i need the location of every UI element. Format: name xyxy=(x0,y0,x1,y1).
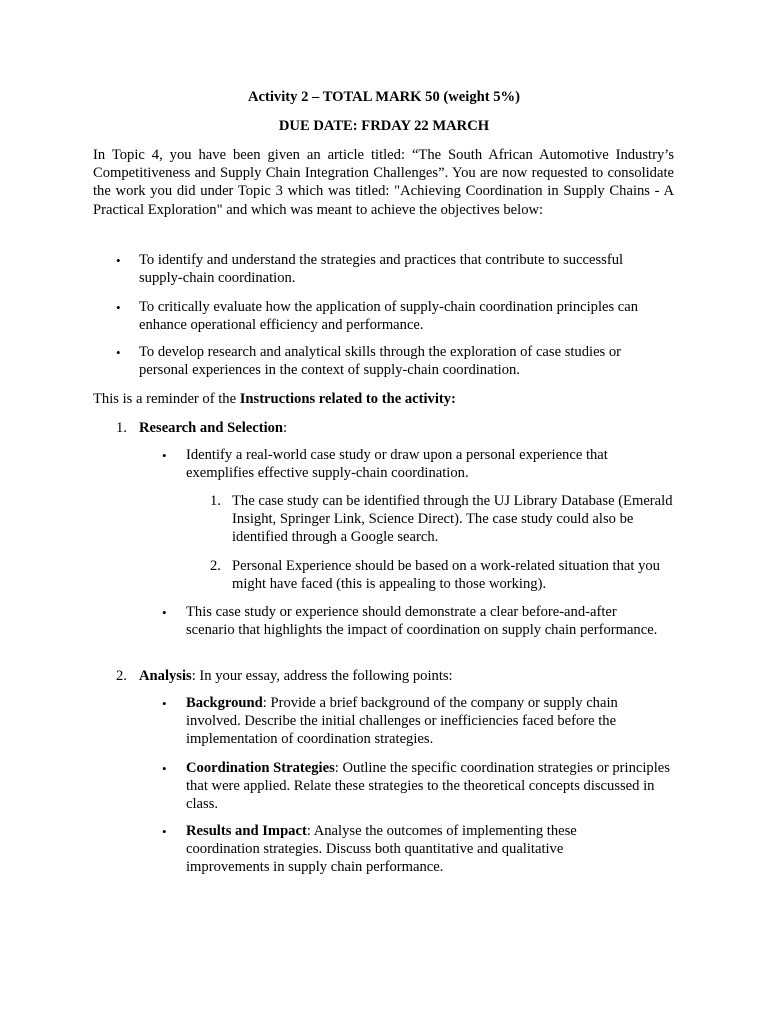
bullet-icon: • xyxy=(116,300,121,315)
objective-item: To critically evaluate how the application of supply-chain coordination principles can enhance operational efficiency and performance. xyxy=(139,299,639,334)
section-heading-line xyxy=(139,667,679,685)
section-heading: Analysis xyxy=(139,668,192,684)
objective-item: To identify and understand the strategies and practices that contribute to successful supply-chain coordination. xyxy=(139,252,624,287)
objective-item: To develop research and analytical skills through the exploration of case studies or personal experiences in the context of supply-chain coordination. xyxy=(139,344,622,379)
bullet-icon: • xyxy=(162,696,167,711)
section-bullet: Identify a real-world case study or draw upon a personal experience that exemplifies effective supply-chain coordination. xyxy=(186,447,608,482)
subitem-text: Personal Experience should be based on a work-related situation that you might have faced (this is appealing to those working). xyxy=(232,558,660,593)
bullet-icon: • xyxy=(162,824,167,839)
section-heading-suffix: : xyxy=(283,420,288,436)
due-date: DUE DATE: FRDAY 22 MARCH xyxy=(278,118,490,134)
section-heading-suffix: : In your essay, address the following points: xyxy=(191,668,453,684)
document-title: Activity 2 – TOTAL MARK 50 (weight 5%) xyxy=(248,89,520,105)
point-label: Background xyxy=(186,695,263,711)
section-number: 1. xyxy=(116,420,127,436)
bullet-icon: • xyxy=(162,761,167,776)
point-text: : Outline the specific coordination strategies or principles that were applied. Relate these strategies to the theoretical concepts discussed in class. xyxy=(186,760,670,813)
subitem-number: 1. xyxy=(210,493,221,509)
bullet-icon: • xyxy=(162,605,167,620)
section-bullet: This case study or experience should demonstrate a clear before-and-after scenario that highlights the impact of coordination on supply chain performance. xyxy=(186,604,658,639)
analysis-point xyxy=(186,822,616,877)
subitem-text: The case study can be identified through the UJ Library Database (Emerald Insight, Springer Link, Science Direct). The case study could also be identified through a Google search. xyxy=(232,493,673,546)
section-number: 2. xyxy=(116,668,127,684)
point-text: : Provide a brief background of the company or supply chain involved. Describe the initial challenges or inefficiencies faced before the implementation of coordination strategies. xyxy=(186,695,618,748)
section-heading-line xyxy=(139,419,679,437)
bullet-icon: • xyxy=(162,448,167,463)
analysis-point xyxy=(186,759,671,814)
point-label: Coordination Strategies xyxy=(186,760,335,776)
reminder-bold: Instructions related to the activity: xyxy=(239,391,456,407)
bullet-icon: • xyxy=(116,253,121,268)
point-label: Results and Impact xyxy=(186,823,307,839)
reminder-prefix: This is a reminder of the xyxy=(93,391,240,407)
section-heading: Research and Selection xyxy=(139,420,284,436)
bullet-icon: • xyxy=(116,345,121,360)
intro-paragraph: In Topic 4, you have been given an article titled: “The South African Automotive Industry’s Competitiveness and Supply Chain Integration Challenges”. You are now requested to consolidate the work you did under Topic 3 which was titled: "Achieving Coordination in Supply Chains - A Practical Exploration" and which was meant to achieve the objectives below: xyxy=(93,147,674,218)
reminder-line xyxy=(93,390,693,408)
analysis-point xyxy=(186,694,656,749)
subitem-number: 2. xyxy=(210,558,221,574)
point-text: : Analyse the outcomes of implementing these coordination strategies. Discuss both quantitative and qualitative improvements in supply chain performance. xyxy=(186,823,577,876)
